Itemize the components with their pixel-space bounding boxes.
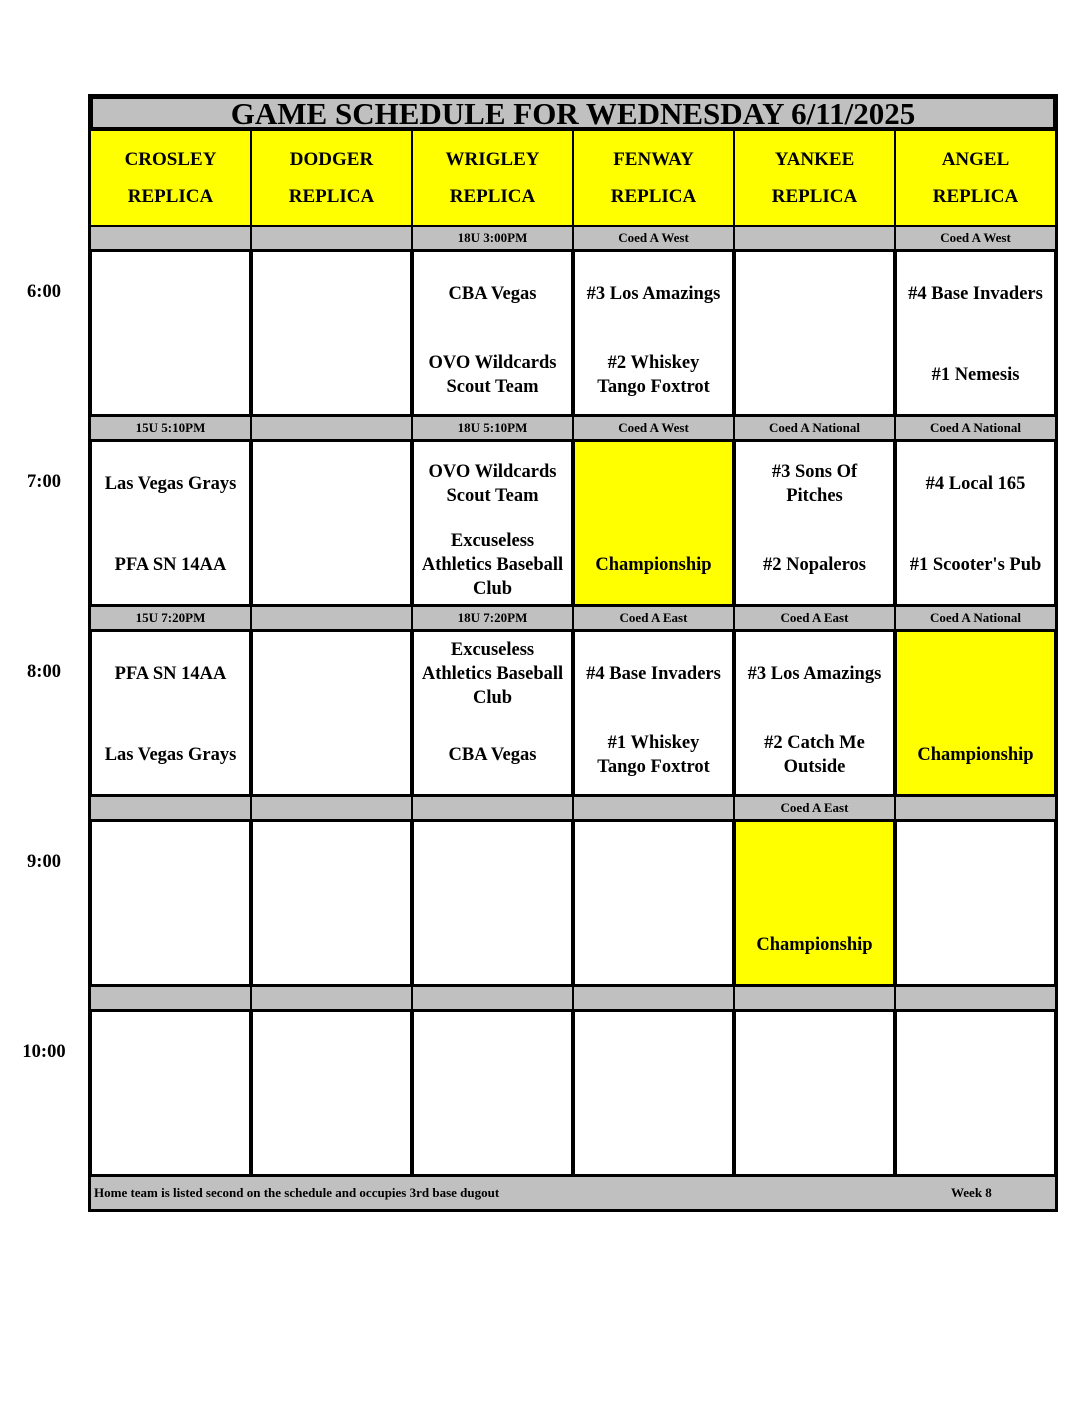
home-team [899, 716, 1052, 794]
team-name-line: #2 Nopaleros [763, 555, 866, 575]
time-label: 9:00 [27, 852, 61, 872]
division-label [251, 606, 412, 630]
division-label: Coed A East [734, 796, 895, 820]
away-team [416, 632, 569, 716]
away-team [94, 1012, 247, 1096]
team-name-line: Excuseless [450, 640, 535, 660]
home-team [738, 526, 891, 604]
home-team [577, 716, 730, 794]
division-label: Coed A West [895, 226, 1056, 250]
game-cell [573, 630, 734, 796]
division-label [90, 226, 251, 250]
division-label: Coed A East [734, 606, 895, 630]
game-cell [412, 250, 573, 416]
away-team [738, 1012, 891, 1096]
home-team [94, 906, 247, 984]
home-team [577, 1096, 730, 1174]
team-name-line: #4 Local 165 [925, 474, 1026, 494]
away-team [94, 442, 247, 526]
field-header [90, 130, 251, 226]
away-team [255, 252, 408, 336]
home-team [255, 716, 408, 794]
away-team [738, 632, 891, 716]
away-team [738, 442, 891, 526]
away-team [899, 632, 1052, 716]
game-cell [895, 820, 1056, 986]
team-name-line: OVO Wildcards [428, 353, 557, 373]
field-header [895, 130, 1056, 226]
team-name-line: Las Vegas Grays [104, 474, 237, 494]
away-team [94, 822, 247, 906]
game-cell [573, 1010, 734, 1176]
game-cell [251, 630, 412, 796]
away-team [577, 442, 730, 526]
game-cell [734, 440, 895, 606]
division-label [251, 796, 412, 820]
field-header [251, 130, 412, 226]
field-name: FENWAY [613, 149, 694, 170]
team-name-line: Excuseless [450, 531, 535, 551]
game-cell [90, 250, 251, 416]
team-name-line: #4 Base Invaders [908, 284, 1043, 304]
field-subtitle: REPLICA [127, 186, 214, 207]
division-label: Coed A National [895, 416, 1056, 440]
field-name: YANKEE [774, 149, 855, 170]
division-label: 18U 5:10PM [412, 416, 573, 440]
game-cell [412, 820, 573, 986]
division-label: 15U 7:20PM [90, 606, 251, 630]
game-cell [90, 820, 251, 986]
division-label: Coed A National [734, 416, 895, 440]
game-cell [895, 250, 1056, 416]
game-cell [573, 820, 734, 986]
home-team [577, 906, 730, 984]
team-name-line: Scout Team [446, 486, 539, 506]
home-team [416, 716, 569, 794]
team-name-line: #2 Whiskey [607, 353, 700, 373]
away-team [577, 1012, 730, 1096]
team-name-line: Scout Team [446, 377, 539, 397]
team-name-line: Club [472, 579, 513, 599]
away-team [899, 252, 1052, 336]
field-name: ANGEL [941, 149, 1010, 170]
team-name-line: CBA Vegas [448, 284, 537, 304]
footer-note: Home team is listed second on the schedule and occupies 3rd base dugout [94, 1185, 500, 1200]
away-team [94, 252, 247, 336]
time-label: 10:00 [22, 1042, 66, 1062]
division-label [734, 986, 895, 1010]
game-cell [734, 250, 895, 416]
division-label [251, 416, 412, 440]
away-team [577, 632, 730, 716]
team-name-line: Tango Foxtrot [597, 757, 710, 777]
field-subtitle: REPLICA [932, 186, 1019, 207]
team-name-line: Championship [756, 935, 873, 955]
game-cell [90, 1010, 251, 1176]
time-label: 6:00 [27, 282, 61, 302]
home-team [899, 336, 1052, 414]
away-team [255, 1012, 408, 1096]
home-team [94, 716, 247, 794]
division-label [573, 796, 734, 820]
field-name: CROSLEY [124, 149, 217, 170]
home-team [255, 336, 408, 414]
team-name-line: Outside [783, 757, 846, 777]
away-team [416, 1012, 569, 1096]
page-title: GAME SCHEDULE FOR WEDNESDAY 6/11/2025 [90, 96, 1056, 130]
division-label [251, 226, 412, 250]
home-team [255, 526, 408, 604]
away-team [416, 822, 569, 906]
time-label: 7:00 [27, 472, 61, 492]
game-cell [734, 630, 895, 796]
game-cell [251, 1010, 412, 1176]
division-label: Coed A National [895, 606, 1056, 630]
game-cell [90, 440, 251, 606]
away-team [899, 1012, 1052, 1096]
time-label: 8:00 [27, 662, 61, 682]
division-label: Coed A West [573, 416, 734, 440]
home-team [94, 336, 247, 414]
away-team [577, 252, 730, 336]
team-name-line: Championship [595, 555, 712, 575]
team-name-line: Athletics Baseball [421, 555, 564, 575]
team-name-line: #3 Sons Of [771, 462, 858, 482]
away-team [899, 822, 1052, 906]
team-name-line: #3 Los Amazings [586, 284, 721, 304]
game-cell [734, 1010, 895, 1176]
game-cell [251, 440, 412, 606]
home-team [738, 336, 891, 414]
team-name-line: CBA Vegas [448, 745, 537, 765]
field-subtitle: REPLICA [771, 186, 858, 207]
division-label: Coed A West [573, 226, 734, 250]
division-label: 18U 7:20PM [412, 606, 573, 630]
week-label: Week 8 [951, 1185, 992, 1200]
home-team [899, 526, 1052, 604]
home-team [738, 906, 891, 984]
home-team [416, 906, 569, 984]
team-name-line: Pitches [786, 486, 843, 506]
home-team [577, 336, 730, 414]
away-team [255, 442, 408, 526]
division-label [734, 226, 895, 250]
division-label: Coed A East [573, 606, 734, 630]
team-name-line: OVO Wildcards [428, 462, 557, 482]
field-subtitle: REPLICA [610, 186, 697, 207]
home-team [255, 1096, 408, 1174]
team-name-line: #1 Scooter's Pub [909, 555, 1042, 575]
division-label: 18U 3:00PM [412, 226, 573, 250]
home-team [577, 526, 730, 604]
game-cell [412, 1010, 573, 1176]
game-cell [895, 440, 1056, 606]
division-label [573, 986, 734, 1010]
away-team [416, 442, 569, 526]
game-cell [895, 1010, 1056, 1176]
team-name-line: #4 Base Invaders [586, 664, 721, 684]
division-label [895, 796, 1056, 820]
game-cell [734, 820, 895, 986]
footer-bar [90, 1176, 1056, 1210]
team-name-line: Club [472, 688, 513, 708]
team-name-line: Athletics Baseball [421, 664, 564, 684]
home-team [94, 1096, 247, 1174]
division-label: 15U 5:10PM [90, 416, 251, 440]
home-team [416, 336, 569, 414]
away-team [255, 822, 408, 906]
game-cell [573, 250, 734, 416]
game-cell [895, 630, 1056, 796]
field-header [573, 130, 734, 226]
team-name-line: PFA SN 14AA [114, 555, 227, 575]
division-label [90, 796, 251, 820]
team-name-line: Tango Foxtrot [597, 377, 710, 397]
team-name-line: #1 Whiskey [607, 733, 700, 753]
field-name: DODGER [289, 149, 374, 170]
home-team [738, 1096, 891, 1174]
away-team [255, 632, 408, 716]
field-subtitle: REPLICA [288, 186, 375, 207]
away-team [416, 252, 569, 336]
field-subtitle: REPLICA [449, 186, 536, 207]
home-team [899, 1096, 1052, 1174]
field-header [412, 130, 573, 226]
team-name-line: PFA SN 14AA [114, 664, 227, 684]
division-label [90, 986, 251, 1010]
team-name-line: Las Vegas Grays [104, 745, 237, 765]
team-name-line: Championship [917, 745, 1034, 765]
home-team [255, 906, 408, 984]
away-team [738, 822, 891, 906]
division-label [412, 986, 573, 1010]
home-team [416, 526, 569, 604]
game-cell [90, 630, 251, 796]
division-label [412, 796, 573, 820]
home-team [416, 1096, 569, 1174]
home-team [899, 906, 1052, 984]
division-label [895, 986, 1056, 1010]
home-team [94, 526, 247, 604]
away-team [738, 252, 891, 336]
team-name-line: #1 Nemesis [931, 365, 1020, 385]
home-team [738, 716, 891, 794]
schedule-grid [90, 96, 1056, 1210]
team-name-line: #3 Los Amazings [747, 664, 882, 684]
field-name: WRIGLEY [445, 149, 540, 170]
away-team [899, 442, 1052, 526]
game-cell [412, 440, 573, 606]
away-team [577, 822, 730, 906]
team-name-line: #2 Catch Me [764, 733, 865, 753]
game-cell [251, 820, 412, 986]
division-label [251, 986, 412, 1010]
away-team [94, 632, 247, 716]
game-cell [573, 440, 734, 606]
game-cell [251, 250, 412, 416]
game-cell [412, 630, 573, 796]
field-header [734, 130, 895, 226]
